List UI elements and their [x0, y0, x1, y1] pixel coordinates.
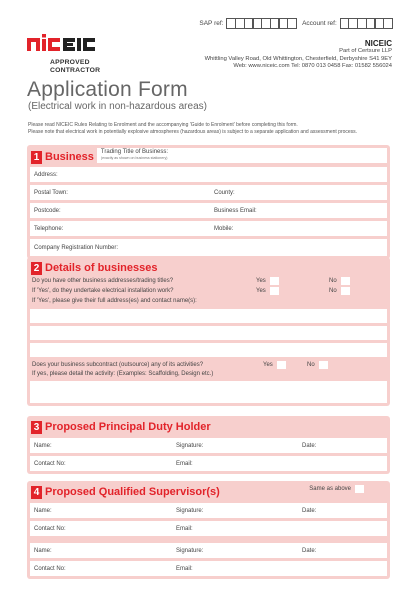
signature-label: Signature:: [176, 507, 204, 514]
signature-label: Signature:: [176, 547, 204, 554]
section-principal-duty-holder: [27, 416, 390, 474]
same-as-above-checkbox[interactable]: [355, 485, 364, 493]
question-text: If yes, please detail the activity: (Examples: Scaffolding, Design etc.): [32, 371, 214, 377]
section-title: Business: [45, 151, 94, 163]
name-label: Name:: [34, 507, 52, 514]
logo-contractor-text: CONTRACTOR: [50, 67, 101, 74]
trading-title-label: Trading Title of Business:: [100, 149, 169, 155]
postcode-label: Postcode:: [34, 207, 61, 214]
page-title: Application Form: [27, 78, 188, 101]
question-text: Does your business subcontract (outsource) any of its activities?: [32, 362, 204, 368]
no-checkbox[interactable]: [341, 287, 350, 295]
telephone-row[interactable]: [30, 221, 387, 236]
addresses-field[interactable]: [30, 309, 387, 323]
question-text: If 'Yes', please give their full address(es) and contact name(s):: [32, 298, 197, 304]
section-title: Proposed Qualified Supervisor(s): [45, 486, 220, 498]
yes-label: Yes: [256, 288, 266, 294]
yes-label: Yes: [256, 278, 266, 284]
contact-no-label: Contact No:: [34, 460, 66, 467]
niceic-logo-mark: [27, 32, 107, 54]
section-details-of-businesses: [27, 257, 390, 406]
question-subcontract: [30, 360, 387, 370]
company-reg-field[interactable]: [30, 239, 387, 256]
sap-ref-input[interactable]: [226, 18, 296, 29]
section-number: 2: [31, 262, 42, 275]
address-label: Address:: [34, 171, 58, 178]
addresses-field[interactable]: [30, 326, 387, 340]
no-label: No: [329, 288, 337, 294]
email-label: Email:: [176, 460, 193, 467]
business-email-label: Business Email:: [214, 207, 257, 214]
signature-label: Signature:: [176, 442, 204, 449]
postal-town-row[interactable]: [30, 185, 387, 200]
pdh-name-row[interactable]: [30, 438, 387, 453]
company-contact: Web: www.niceic.com Tel: 0870 013 0458 Fax: 01582 556024: [233, 62, 392, 69]
date-label: Date:: [302, 442, 317, 449]
section-title: Proposed Principal Duty Holder: [45, 421, 211, 433]
yes-checkbox[interactable]: [270, 287, 279, 295]
question-activity: [30, 370, 387, 378]
date-label: Date:: [302, 507, 317, 514]
question-text: If 'Yes', do they undertake electrical installation work?: [32, 288, 174, 294]
company-info: [205, 40, 392, 70]
section-number: 4: [31, 486, 42, 499]
contact-no-label: Contact No:: [34, 565, 66, 572]
company-name: NICEIC: [364, 39, 392, 48]
county-label: County:: [214, 189, 235, 196]
section-number: 1: [31, 151, 42, 164]
no-checkbox[interactable]: [319, 361, 328, 369]
pdh-contact-row[interactable]: [30, 456, 387, 471]
sap-ref-label: SAP ref:: [199, 20, 224, 27]
name-label: Name:: [34, 442, 52, 449]
email-label: Email:: [176, 525, 193, 532]
date-label: Date:: [302, 547, 317, 554]
same-as-above-label: Same as above: [309, 486, 351, 492]
instruction-line: Please note that electrical work in potentially explosive atmospheres (hazardous areas) is subject to a separate application and assessment process.: [28, 128, 358, 135]
contact-no-label: Contact No:: [34, 525, 66, 532]
instructions: [28, 122, 357, 135]
no-label: No: [307, 362, 315, 368]
email-label: Email:: [176, 565, 193, 572]
postal-town-label: Postal Town:: [34, 189, 68, 196]
section-qualified-supervisors: [27, 481, 390, 579]
qs1-name-row[interactable]: [30, 503, 387, 518]
company-address: Whittling Valley Road, Old Whittington, Chesterfield, Derbyshire S41 9EY: [204, 55, 392, 62]
section-title: Details of businesses: [45, 262, 158, 274]
yes-checkbox[interactable]: [270, 277, 279, 285]
qs2-contact-row[interactable]: [30, 561, 387, 576]
instruction-line: Please read NICEIC Rules Relating to Enrolment and the accompanying 'Guide to Enrolment' before completing this form.: [28, 122, 298, 128]
name-label: Name:: [34, 547, 52, 554]
question-other-addresses: [30, 276, 387, 286]
question-electrical-work: [30, 286, 387, 296]
reference-fields: [199, 18, 392, 29]
niceic-logo: [27, 32, 107, 75]
mobile-label: Mobile:: [214, 225, 234, 232]
telephone-label: Telephone:: [34, 225, 64, 232]
postcode-row[interactable]: [30, 203, 387, 218]
address-field[interactable]: [30, 167, 387, 182]
qs1-contact-row[interactable]: [30, 521, 387, 536]
yes-checkbox[interactable]: [277, 361, 286, 369]
account-ref-label: Account ref:: [302, 20, 337, 27]
logo-approved-text: APPROVED: [50, 59, 90, 66]
company-reg-label: Company Registration Number:: [34, 244, 119, 251]
activity-field[interactable]: [30, 381, 387, 403]
question-addresses: [30, 296, 387, 306]
no-label: No: [329, 278, 337, 284]
trading-title-field[interactable]: [97, 148, 387, 163]
question-text: Do you have other business addresses/trading titles?: [32, 278, 174, 284]
qs2-name-row[interactable]: [30, 543, 387, 558]
no-checkbox[interactable]: [341, 277, 350, 285]
company-sub: Part of Certsure LLP: [339, 48, 392, 55]
section-business: [27, 145, 390, 259]
section-number: 3: [31, 421, 42, 434]
addresses-field[interactable]: [30, 343, 387, 357]
yes-label: Yes: [263, 362, 273, 368]
account-ref-input[interactable]: [340, 18, 392, 29]
trading-title-hint: (exactly as shown on business stationery): [100, 156, 168, 160]
page-subtitle: (Electrical work in non-hazardous areas): [28, 101, 207, 112]
same-as-above: [309, 485, 364, 493]
